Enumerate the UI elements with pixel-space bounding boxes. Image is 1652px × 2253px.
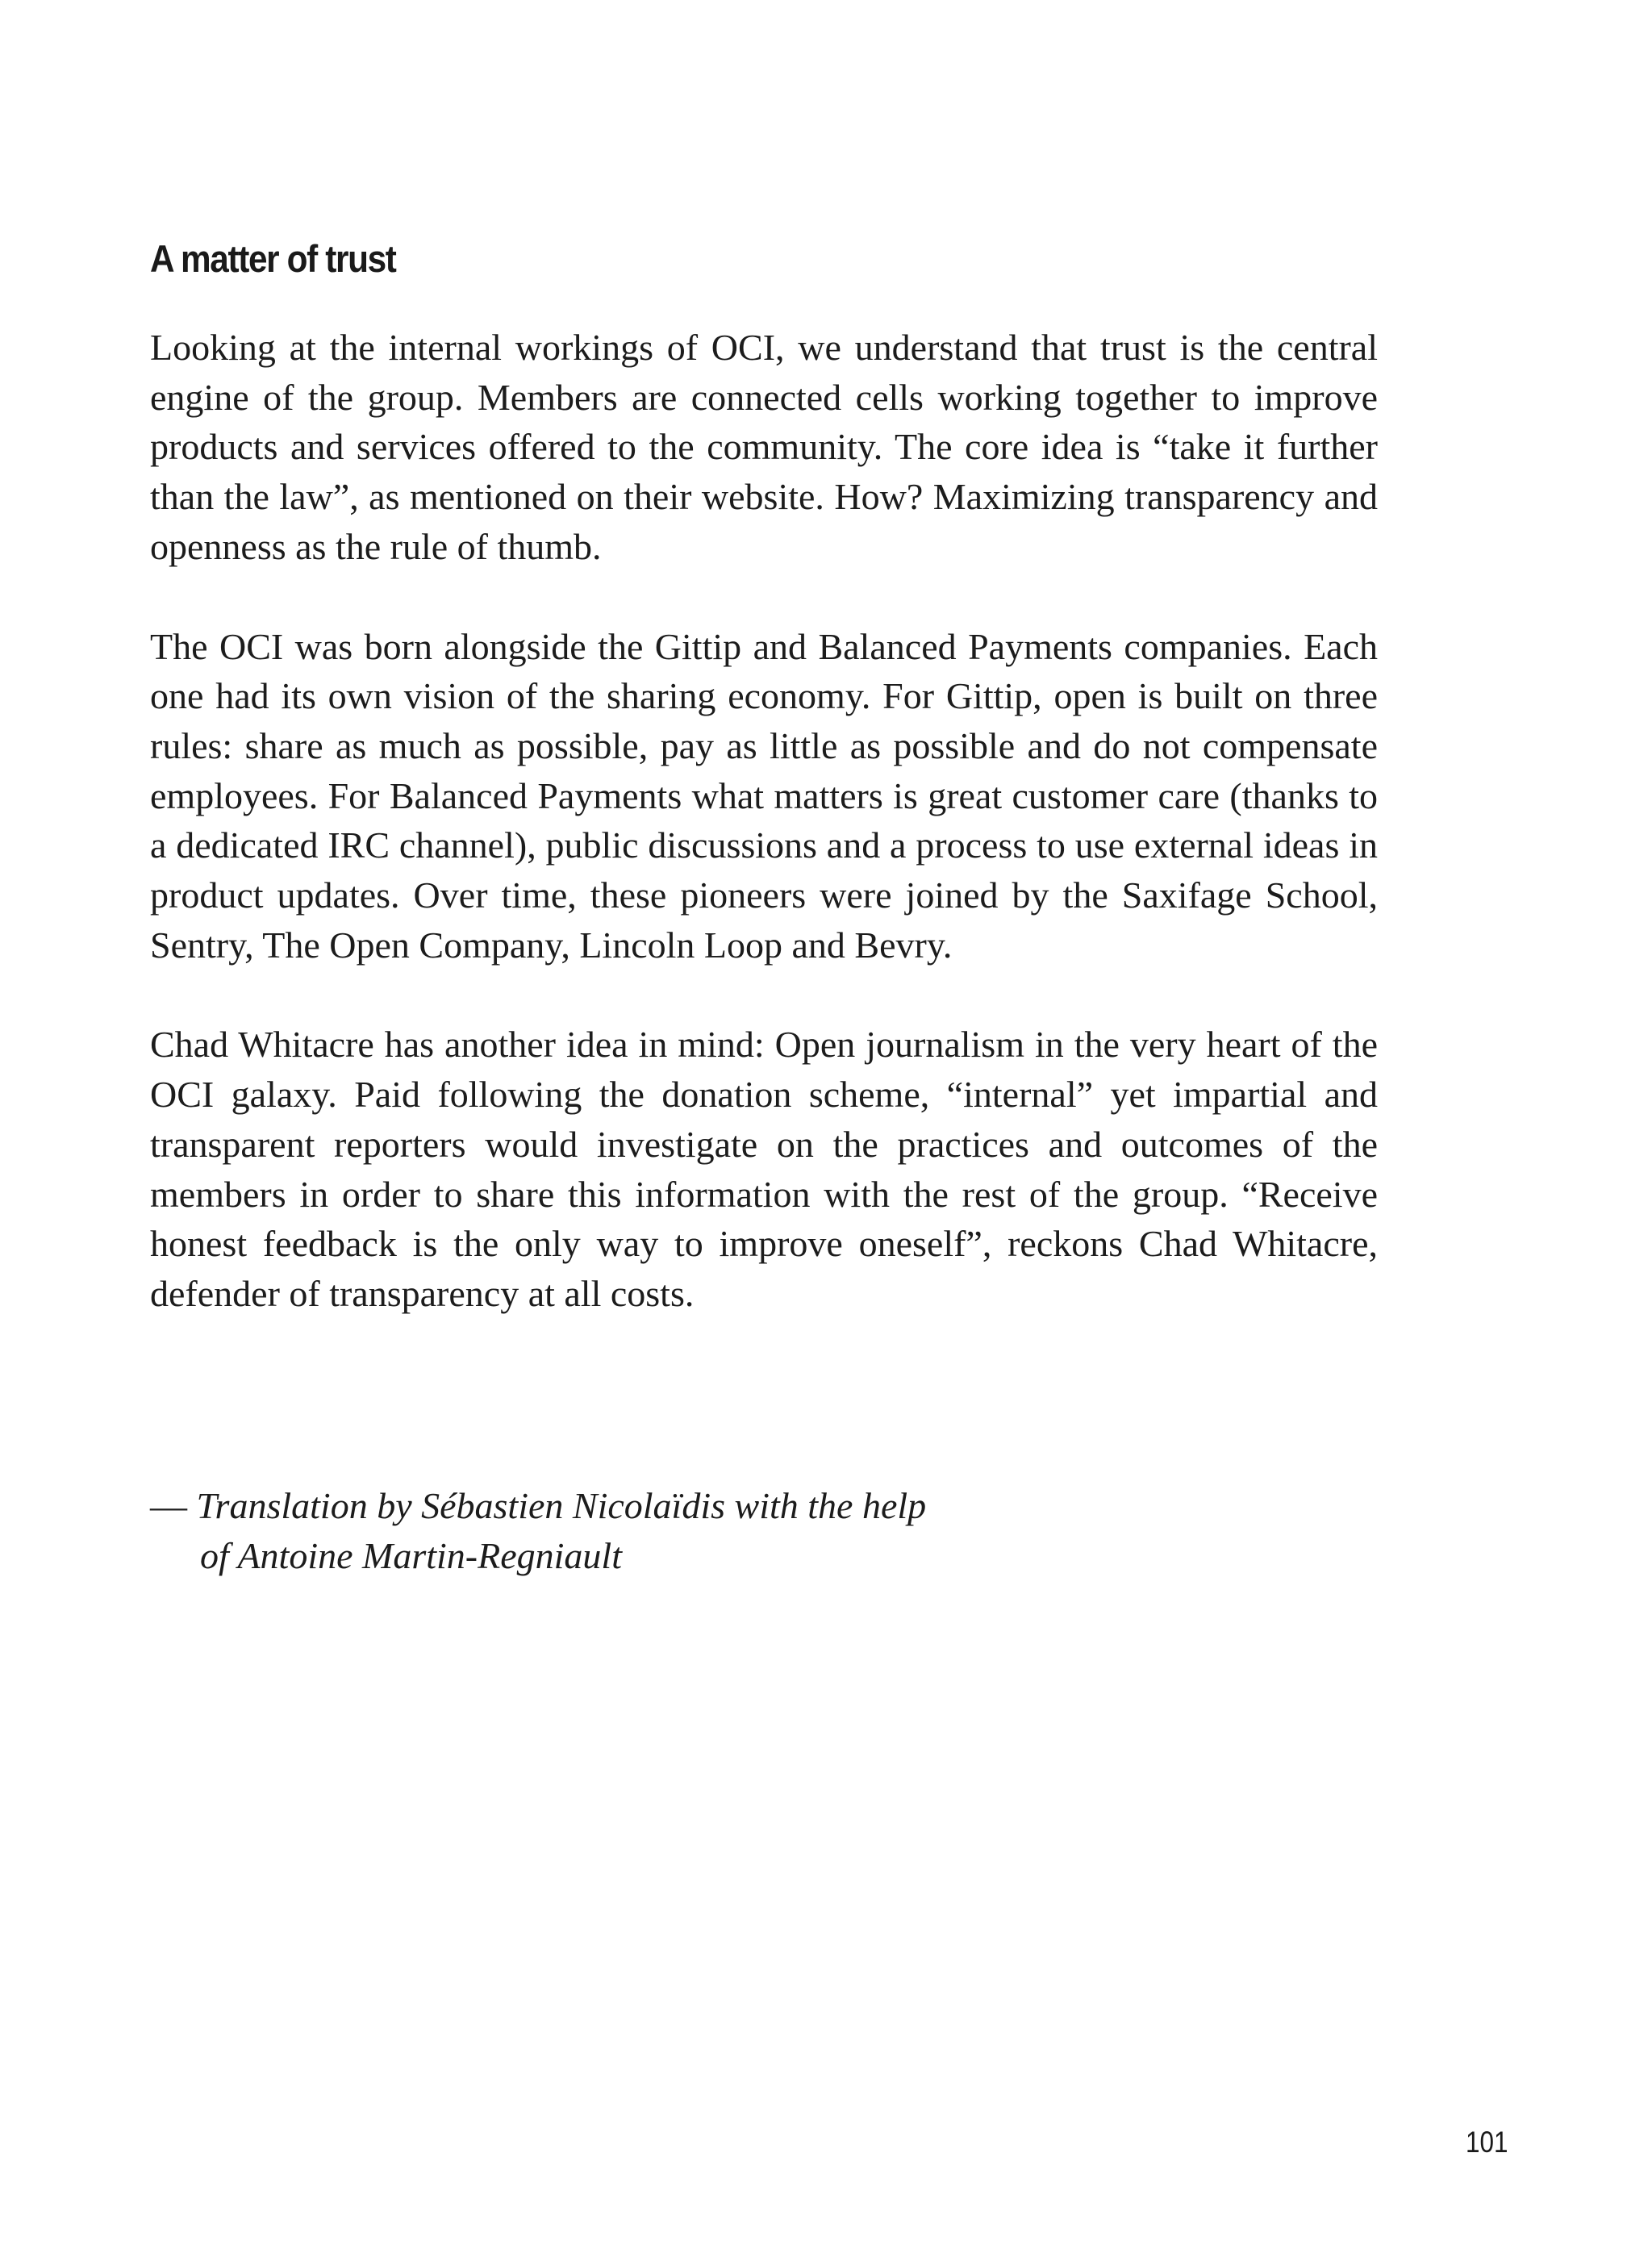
credit-line-1: Translation by Sébastien Nicolaïdis with the help <box>196 1485 927 1526</box>
paragraph-1: Looking at the internal workings of OCI, we understand that trust is the central engine of the group. Members are connected cells working together to improve products and services offered to the community. The core idea is “take it further than the law”, as mentioned on their website. How? Maximizing transparency and openness as the rule of thumb. <box>150 327 1378 567</box>
section-heading: A matter of trust <box>150 237 396 280</box>
page-number: 101 <box>1466 2126 1508 2159</box>
translation-credit <box>150 1481 926 1581</box>
paragraph-3: Chad Whitacre has another idea in mind: Open journalism in the very heart of the OCI galaxy. Paid following the donation scheme, “internal” yet impartial and transparent reporters would investigate on the practices and outcomes of the members in order to share this information with the rest of the group. “Receive honest feedback is the only way to improve oneself”, reckons Chad Whitacre, defender of transparency at all costs. <box>150 1024 1378 1314</box>
paragraph-2: The OCI was born alongside the Gittip and Balanced Payments companies. Each one had its own vision of the sharing economy. For Gittip, open is built on three rules: share as much as possible, pay as little as possible and do not compensate employees. For Balanced Payments what matters is great customer care (thanks to a dedicated IRC channel), public discussions and a process to use external ideas in product updates. Over time, these pioneers were joined by the Saxifage School, Sentry, The Open Company, Lincoln Loop and Bevry. <box>150 625 1378 966</box>
credit-dash: — <box>150 1485 197 1526</box>
credit-line-2: of Antoine Martin-Regniault <box>200 1535 622 1576</box>
article-body <box>150 229 1378 1319</box>
